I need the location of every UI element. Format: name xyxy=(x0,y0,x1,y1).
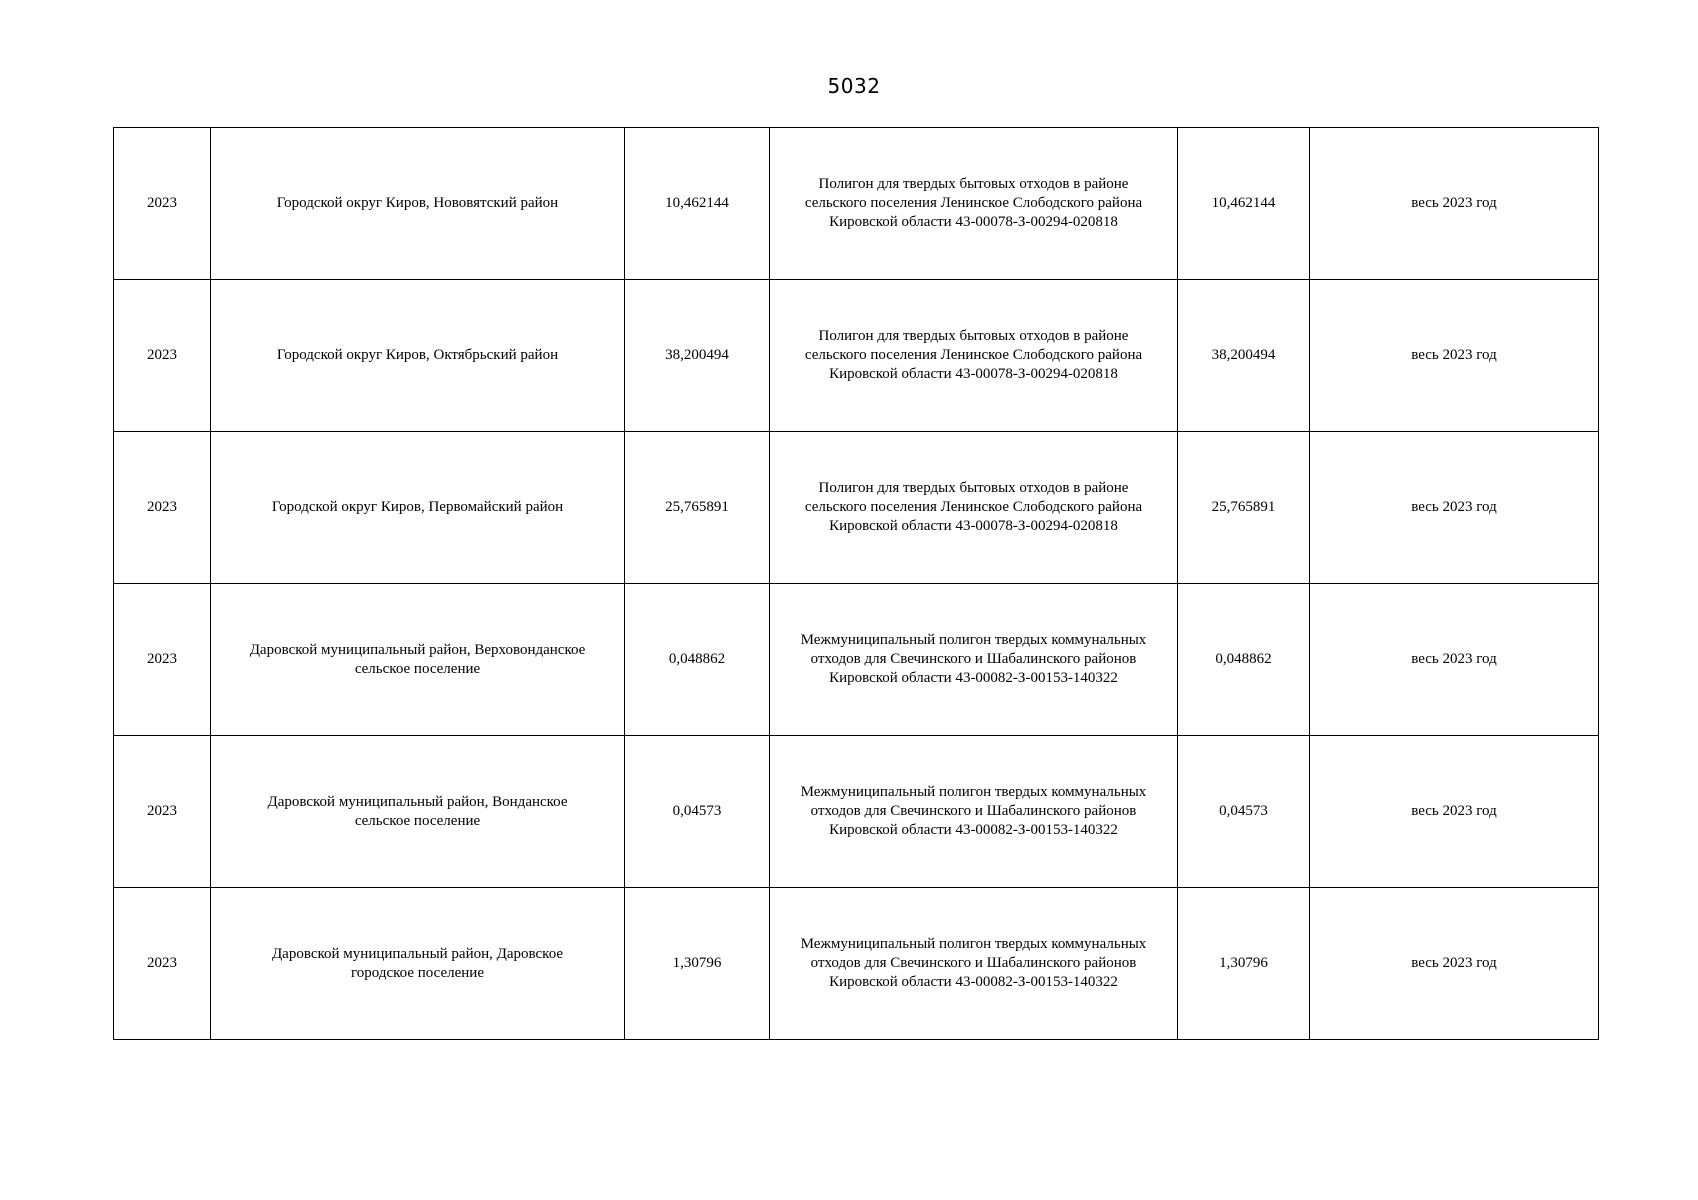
table-row xyxy=(114,736,1599,888)
facility-cell: Полигон для твердых бытовых отходов в районе сельского поселения Ленинское Слободского района Кировской области 43-00078-З-00294-020818 xyxy=(770,128,1178,280)
table-row xyxy=(114,432,1599,584)
facility-volume-cell: 1,30796 xyxy=(1178,888,1310,1040)
year-cell: 2023 xyxy=(114,280,211,432)
territory-cell: Городской округ Киров, Октябрьский район xyxy=(211,280,625,432)
volume-cell: 38,200494 xyxy=(625,280,770,432)
facility-cell: Межмуниципальный полигон твердых коммунальных отходов для Свечинского и Шабалинского районов Кировской области 43-00082-З-00153-140322 xyxy=(770,584,1178,736)
facility-cell: Межмуниципальный полигон твердых коммунальных отходов для Свечинского и Шабалинского районов Кировской области 43-00082-З-00153-140322 xyxy=(770,736,1178,888)
period-cell: весь 2023 год xyxy=(1310,888,1599,1040)
facility-cell: Межмуниципальный полигон твердых коммунальных отходов для Свечинского и Шабалинского районов Кировской области 43-00082-З-00153-140322 xyxy=(770,888,1178,1040)
table-row xyxy=(114,280,1599,432)
facility-volume-cell: 10,462144 xyxy=(1178,128,1310,280)
territory-cell: Даровской муниципальный район, Верховонданское сельское поселение xyxy=(211,584,625,736)
year-cell: 2023 xyxy=(114,432,211,584)
year-cell: 2023 xyxy=(114,736,211,888)
facility-cell: Полигон для твердых бытовых отходов в районе сельского поселения Ленинское Слободского района Кировской области 43-00078-З-00294-020818 xyxy=(770,432,1178,584)
year-cell: 2023 xyxy=(114,584,211,736)
table-row xyxy=(114,584,1599,736)
period-cell: весь 2023 год xyxy=(1310,584,1599,736)
territory-cell: Даровской муниципальный район, Вонданское сельское поселение xyxy=(211,736,625,888)
facility-volume-cell: 0,04573 xyxy=(1178,736,1310,888)
year-cell: 2023 xyxy=(114,888,211,1040)
facility-cell: Полигон для твердых бытовых отходов в районе сельского поселения Ленинское Слободского района Кировской области 43-00078-З-00294-020818 xyxy=(770,280,1178,432)
facility-volume-cell: 25,765891 xyxy=(1178,432,1310,584)
period-cell: весь 2023 год xyxy=(1310,736,1599,888)
volume-cell: 10,462144 xyxy=(625,128,770,280)
volume-cell: 25,765891 xyxy=(625,432,770,584)
volume-cell: 0,048862 xyxy=(625,584,770,736)
page-number: 5032 xyxy=(827,74,881,98)
period-cell: весь 2023 год xyxy=(1310,432,1599,584)
facility-volume-cell: 0,048862 xyxy=(1178,584,1310,736)
territory-cell: Городской округ Киров, Нововятский район xyxy=(211,128,625,280)
territory-cell: Даровской муниципальный район, Даровское городское поселение xyxy=(211,888,625,1040)
period-cell: весь 2023 год xyxy=(1310,128,1599,280)
year-cell: 2023 xyxy=(114,128,211,280)
facility-volume-cell: 38,200494 xyxy=(1178,280,1310,432)
table-row xyxy=(114,128,1599,280)
territory-cell: Городской округ Киров, Первомайский район xyxy=(211,432,625,584)
volume-cell: 1,30796 xyxy=(625,888,770,1040)
table-row xyxy=(114,888,1599,1040)
waste-table xyxy=(113,127,1599,1040)
period-cell: весь 2023 год xyxy=(1310,280,1599,432)
volume-cell: 0,04573 xyxy=(625,736,770,888)
